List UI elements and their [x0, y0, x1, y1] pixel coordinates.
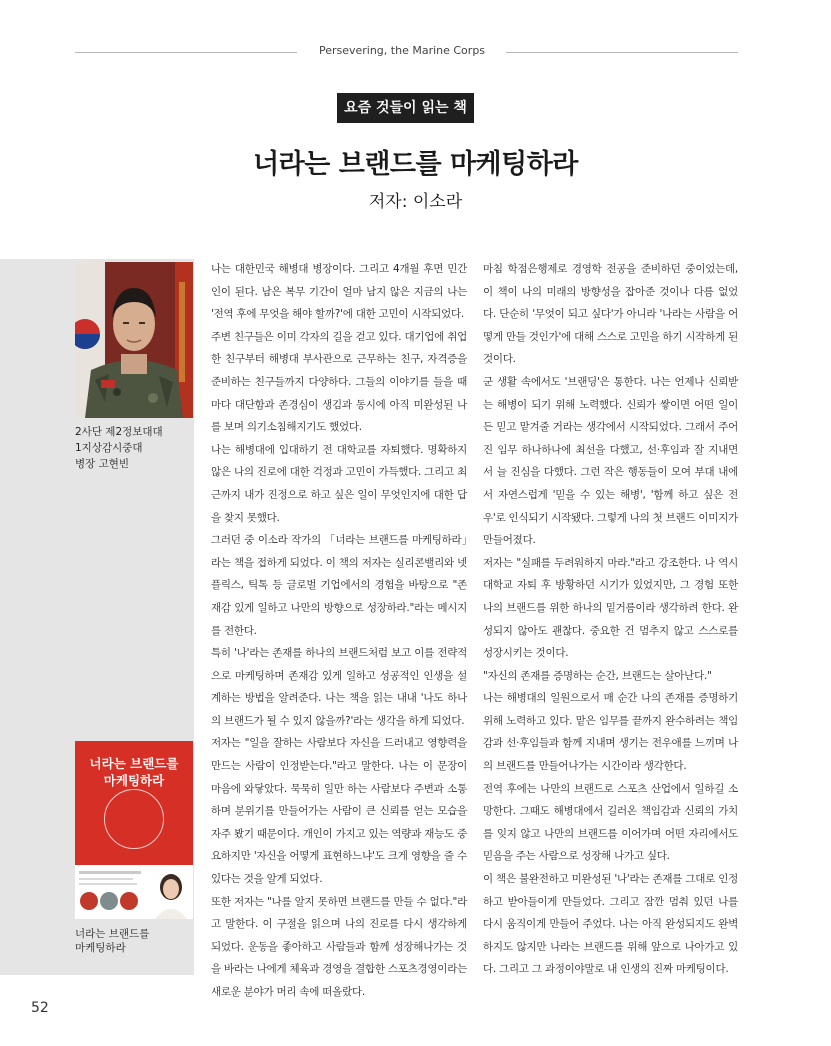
body-column-1 — [211, 258, 467, 1004]
book-caption-line: 너라는 브랜드를 — [75, 928, 150, 940]
book-cover-title-line: 마케팅하라 — [103, 773, 165, 788]
page-number: 52 — [31, 1000, 49, 1016]
body-paragraph: 주변 친구들은 이미 각자의 길을 걷고 있다. 대기업에 취업한 친구부터 해병대 부사관으로 근무하는 친구, 자격증을 준비하는 친구들까지 다양하다. 그들의 이야기를 들을 때마다 대단함과 존경심이 생김과 동시에 아직 미완성된 나를 보며 의기소침해지기도 했었다. — [211, 330, 467, 434]
book-caption-line: 마케팅하라 — [75, 942, 126, 954]
body-paragraph: 특히 '나'라는 존재를 하나의 브랜드처럼 보고 이를 전략적으로 마케팅하며 존재감 있게 일하고 성공적인 인생을 설계하는 방법을 알려준다. 나는 책을 읽는 내내 '나도 하나의 브랜드가 될 수 있지 않을까?'라는 생각을 하게 되었다. — [211, 647, 467, 727]
book-cover-lower-band — [75, 865, 193, 919]
article-author: 저자: 이소라 — [368, 192, 463, 212]
header-rule-right — [506, 52, 738, 53]
body-paragraph: 전역 후에는 나만의 브랜드로 스포츠 산업에서 일하길 소망한다. 그때도 해병대에서 길러온 책임감과 신뢰의 가치를 잊지 않고 나만의 브랜드를 이어가며 어떤 자리에서도 믿음을 주는 사람으로 성장해 나가고 싶다. — [483, 782, 738, 863]
body-paragraph: 나는 해병대에 입대하기 전 대학교를 자퇴했다. 명확하지 않은 나의 진로에 대한 걱정과 고민이 가득했다. 그리고 최근까지 내가 진정으로 하고 싶은 일이 무엇인지에 대한 답을 찾지 못했다. — [211, 443, 467, 524]
body-paragraph: 군 생활 속에서도 '브랜딩'은 통한다. 나는 언제나 신뢰받는 해병이 되기 위해 노력했다. 신뢰가 쌓이면 어떤 일이든 믿고 맡겨줄 거라는 생각에서 시작되었다. 그래서 주어진 임무 하나하나에 최선을 다했고, 선·후임과 잘 지내면서 늘 진심을 다했다. 그런 작은 행동들이 모여 부대 내에서 자연스럽게 '믿을 수 있는 해병', '함께 하고 싶은 전우'로 인식되기 시작됐다. 그렇게 나의 첫 브랜드 이미지가 만들어졌다. — [483, 375, 738, 547]
photo-caption-line: 2사단 제2정보대대 — [75, 426, 163, 438]
body-paragraph: 그러던 중 이소라 작가의 「너라는 브랜드를 마케팅하라」라는 책을 접하게 되었다. 이 책의 저자는 실리콘밸리와 넷플릭스, 틱톡 등 글로벌 기업에서의 경험을 바탕으로 "존재감 있게 일하고 나만의 방향으로 성장하라."라는 메시지를 전한다. — [211, 534, 467, 637]
book-cover-emblem — [104, 789, 164, 849]
photo-caption — [75, 424, 193, 472]
book-cover-title-line: 너라는 브랜드를 — [89, 756, 179, 771]
body-paragraph: 저자는 "실패를 두려워하지 마라."라고 강조한다. 나 역시 대학교 자퇴 후 방황하던 시기가 있었지만, 그 경험 또한 나의 브랜드를 위한 하나의 밑거름이라 생각하려 한다. 완성되지 않아도 괜찮다. 중요한 건 멈추지 않고 스스로를 성장시키는 것이다. — [483, 556, 738, 660]
body-paragraph: 이 책은 불완전하고 미완성된 '나'라는 존재를 그대로 인정하고 받아들이게 만들었다. 그리고 잠깐 멈춰 있던 나를 다시 움직이게 만들어 주었다. 나는 아직 완성되지도 완벽하지도 않지만 나라는 브랜드를 위해 앞으로 나아가고 있다. 그리고 그 과정이야말로 내 인생의 진짜 마케팅이다. — [483, 873, 738, 976]
body-paragraph: 마침 학점은행제로 경영학 전공을 준비하던 중이었는데, 이 책이 나의 미래의 방향성을 잡아준 것이나 다름 없었다. 단순히 '무엇이 되고 싶다'가 아니라 '나라는 사람을 어떻게 만들 것인가'에 대해 스스로 고민을 하기 시작하게 된 것이다. — [483, 263, 738, 366]
book-cover-title — [75, 755, 193, 789]
author-photo — [75, 262, 193, 418]
photo-caption-line: 병장 고현빈 — [75, 458, 130, 470]
pull-quote: "자신의 존재를 증명하는 순간, 브랜드는 살아난다." — [483, 669, 712, 682]
section-badge: 요즘 것들이 읽는 책 — [337, 93, 474, 123]
body-paragraph: 나는 해병대의 일원으로서 매 순간 나의 존재를 증명하기 위해 노력하고 있다. 맡은 임무를 끝까지 완수하려는 책임감과 선·후임들과 함께 지내며 생기는 전우애를 느끼며 나의 브랜드를 만들어나가는 시간이라 생각한다. — [483, 692, 738, 773]
article-title: 너라는 브랜드를 마케팅하라 — [253, 149, 578, 180]
body-paragraph: 나는 대한민국 해병대 병장이다. 그리고 4개월 후면 민간인이 된다. 남은 복무 기간이 얼마 남지 않은 지금의 나는 '전역 후에 무엇을 해야 할까?'에 대한 고민이 시작되었다. — [211, 263, 467, 321]
photo-caption-line: 1지상감시중대 — [75, 442, 143, 454]
body-column-2 — [483, 258, 738, 981]
book-cover-illustration — [75, 865, 193, 919]
body-paragraph: 저자는 "일을 잘하는 사람보다 자신을 드러내고 영향력을 만드는 사람이 인정받는다."라고 말한다. 나는 이 문장이 마음에 와닿았다. 묵묵히 일만 하는 사람보다 주변과 소통하며 분위기를 만들어가는 사람이 큰 신뢰를 얻는 모습을 자주 봤기 때문이다. 개인이 가지고 있는 역량과 재능도 중요하지만 '자신을 어떻게 표현하느냐'도 크게 영향을 줄 수 있다는 것을 알게 되었다. — [211, 737, 467, 886]
marine-portrait-image — [75, 262, 193, 418]
header-rule-left — [75, 52, 297, 53]
running-title: Persevering, the Marine Corps — [318, 44, 486, 57]
book-cover-image — [75, 741, 193, 919]
body-paragraph: 또한 저자는 "나를 알지 못하면 브랜드를 만들 수 없다."라고 말한다. 이 구절을 읽으며 나의 진로를 다시 생각하게 되었다. 운동을 좋아하고 사람들과 함께 성장해나가는 것을 바라는 나에게 체육과 경영을 결합한 스포츠경영이라는 새로운 분야가 머리 속에 떠올랐다. — [211, 895, 467, 998]
book-caption — [75, 927, 193, 955]
